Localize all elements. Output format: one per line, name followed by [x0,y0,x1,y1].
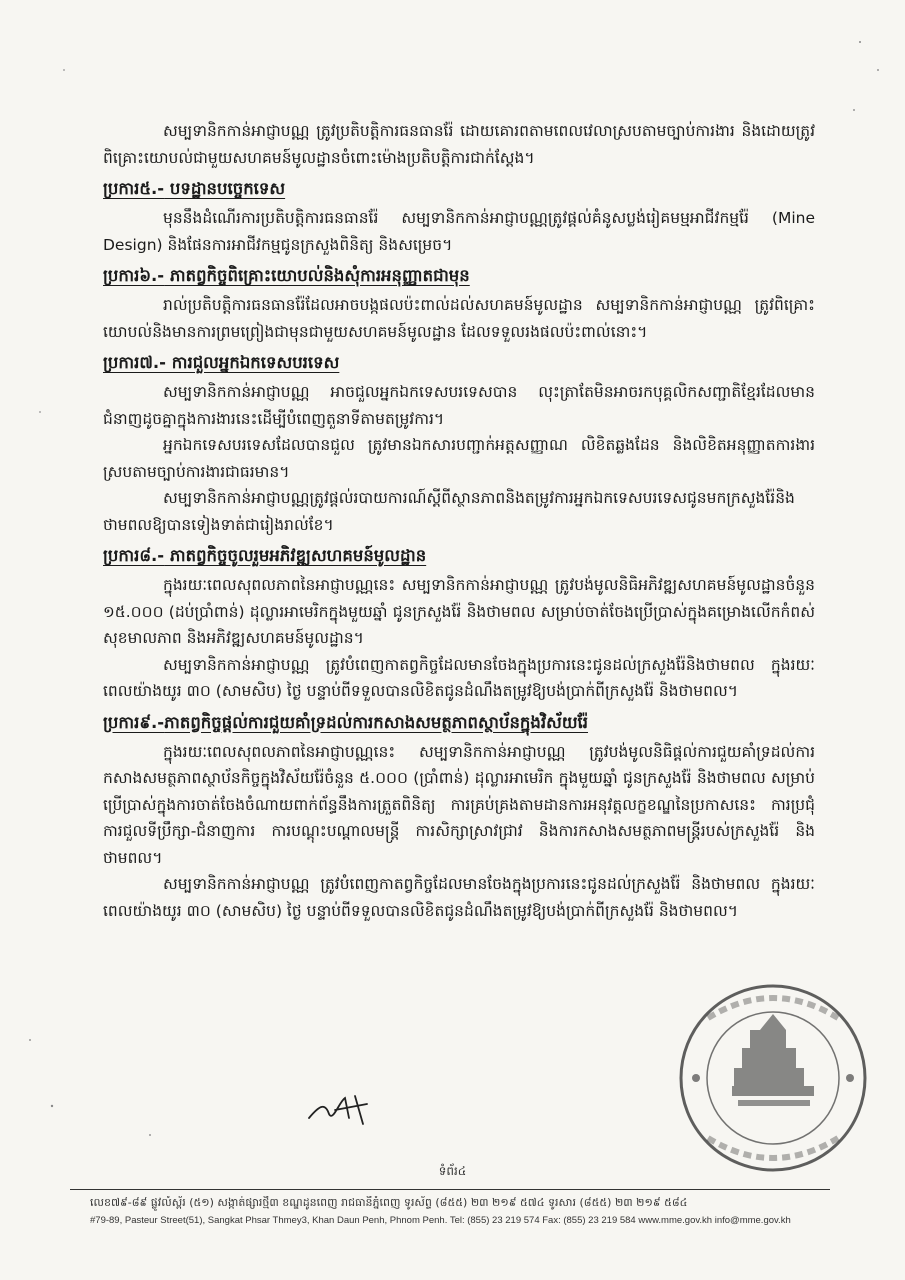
article-9-number: ប្រការ៩.- [103,712,165,732]
article-7-paragraph-1: សម្បទានិកកាន់អាជ្ញាបណ្ណ អាចជួលអ្នកឯកទេសបរទេសបាន លុះត្រាតែមិនអាចរកបុគ្គលិកសញ្ជាតិខ្មែរដែលមានជំនាញដូចគ្នាក្នុងការងារនេះដើម្បីបំពេញតួនាទីតាមតម្រូវការ។ [103,383,815,428]
footer-divider [70,1189,830,1190]
article-7-number: ប្រការ៧.- [103,353,166,372]
article-7-heading [103,349,815,377]
article-6-heading [103,262,815,290]
article-9-heading [103,709,815,737]
article-5-title: បទដ្ឋានបច្ចេកទេស [164,179,286,198]
page-number: ទំព័រ៤ [438,1164,467,1178]
article-8-paragraph-2: សម្បទានិកកាន់អាជ្ញាបណ្ណ ត្រូវបំពេញកាតព្វកិច្ចដែលមានចែងក្នុងប្រការនេះជូនដល់ក្រសួងរ៉ែនិងថាមពល ក្នុងរយៈពេលយ៉ាងយូរ ៣០ (សាមសិប) ថ្ងៃ បន្ទាប់ពីទទួលបានលិខិតជូនដំណឹងតម្រូវឱ្យបង់ប្រាក់ពីក្រសួងរ៉ែ និងថាមពល។ [103,655,815,700]
article-6-paragraph: រាល់ប្រតិបត្តិការធនធានរ៉ែដែលអាចបង្កផលប៉ះពាល់ដល់សហគមន៍មូលដ្ឋាន សម្បទានិកកាន់អាជ្ញាបណ្ណ ត្រូវពិគ្រោះយោបល់និងមានការព្រមព្រៀងជាមុនជាមួយសហគមន៍មូលដ្ឋាន ដែលទទួលរងផលប៉ះពាល់នោះ។ [103,296,815,341]
article-5-number: ប្រការ៥.- [103,179,165,198]
article-8-title: ភាតព្វកិច្ចចូលរួមអភិវឌ្ឍសហគមន៍មូលដ្ឋាន [164,546,427,565]
signature-mark [305,1088,375,1128]
article-8-number: ប្រការ៨.- [103,546,165,565]
article-8-heading [103,542,815,570]
article-7-paragraph-3: សម្បទានិកកាន់អាជ្ញាបណ្ណត្រូវផ្ដល់របាយការណ៍ស្ដីពីស្ថានភាពនិងតម្រូវការអ្នកឯកទេសបរទេសជូនមកក្រសួងរ៉ែនិងថាមពលឱ្យបានទៀងទាត់ជារៀងរាល់ខែ។ [103,489,795,534]
article-9-paragraph-1: ក្នុងរយៈពេលសុពលភាពនៃអាជ្ញាបណ្ណនេះ សម្បទានិកកាន់អាជ្ញាបណ្ណ ត្រូវបង់មូលនិធិផ្ដល់ការជួយគាំទ្រដល់ការកសាងសមត្ថភាពស្ថាប័នកិច្ចក្នុងវិស័យរ៉ែចំនួន ៥.០០០ (ប្រាំពាន់) ដុល្លារអាមេរិក ក្នុងមួយឆ្នាំ ជូនក្រសួងរ៉ែ និងថាមពល សម្រាប់ប្រើប្រាស់ក្នុងការចាត់ចែងចំណាយពាក់ព័ន្ធនឹងការត្រួតពិនិត្យ ការគ្រប់គ្រងតាមដានការអនុវត្តលក្ខខណ្ឌនៃប្រកាសនេះ ការប្រជុំ ការជួលទីប្រឹក្សា-ជំនាញការ ការបណ្ដុះបណ្ដាលមន្ត្រី ការសិក្សាស្រាវជ្រាវ និងការកសាងសមត្ថភាពមន្ត្រីរបស់ក្រសួងរ៉ែ និងថាមពល។ [103,742,815,867]
article-6-number: ប្រការ៦.- [103,266,165,285]
official-seal [668,978,878,1178]
footer-address-khmer: លេខ៧៩-៨៩ ផ្លូវលំស្ព័រ (៥១) សង្កាត់ផ្សារថ្មី៣ ខណ្ឌដូនពេញ រាជធានីភ្នំពេញ ទូរស័ព្ទ (៨៥៥) ២៣ ២១៩ ៥៧៤ ទូរសារ (៨៥៥) ២៣ ២១៩ ៥៨៤ [90,1196,688,1209]
article-8-paragraph-1: ក្នុងរយៈពេលសុពលភាពនៃអាជ្ញាបណ្ណនេះ សម្បទានិកកាន់អាជ្ញាបណ្ណ ត្រូវបង់មូលនិធិអភិវឌ្ឍសហគមន៍មូលដ្ឋានចំនួន ១៥.០០០ (ដប់ប្រាំពាន់) ដុល្លារអាមេរិកក្នុងមួយឆ្នាំ ជូនក្រសួងរ៉ែ និងថាមពល សម្រាប់ចាត់ចែងប្រើប្រាស់ក្នុងគម្រោងលើកកំពស់សុខមាលភាព និងអភិវឌ្ឍសហគមន៍មូលដ្ឋាន។ [103,576,815,647]
document-body [103,118,815,924]
footer-address-english: #79-89, Pasteur Street(51), Sangkat Phsar Thmey3, Khan Daun Penh, Phnom Penh. Tel: (855) 23 219 574 Fax: (855) 23 219 584 www.mme.gov.kh info@mme.gov.kh [90,1215,791,1226]
article-7-paragraph-2: អ្នកឯកទេសបរទេសដែលបានជួល ត្រូវមានឯកសារបញ្ជាក់អត្តសញ្ញាណ លិខិតឆ្លងដែន និងលិខិតអនុញ្ញាតការងារស្របតាមច្បាប់ការងារជាធរមាន។ [103,436,815,481]
article-5-paragraph: មុននឹងដំណើរការប្រតិបត្តិការធនធានរ៉ែ សម្បទានិកកាន់អាជ្ញាបណ្ណត្រូវផ្ដល់គំនូសប្លង់រៀគមម្មអាជីវកម្មរ៉ែ (Mine Design) និងផែនការអាជីវកម្មជូនក្រសួងពិនិត្យ និងសម្រេច។ [103,209,815,254]
article-9-paragraph-2: សម្បទានិកកាន់អាជ្ញាបណ្ណ ត្រូវបំពេញកាតព្វកិច្ចដែលមានចែងក្នុងប្រការនេះជូនដល់ក្រសួងរ៉ែ និងថាមពល ក្នុងរយៈពេលយ៉ាងយូរ ៣០ (សាមសិប) ថ្ងៃ បន្ទាប់ពីទទួលបានលិខិតជូនដំណឹងតម្រូវឱ្យបង់ប្រាក់ពីក្រសួងរ៉ែ និងថាមពល។ [103,875,815,920]
article-6-title: ភាតព្វកិច្ចពិគ្រោះយោបល់និងសុំការអនុញ្ញាតជាមុន [164,266,470,285]
article-5-heading [103,175,815,203]
paragraph-intro: សម្បទានិកកាន់អាជ្ញាបណ្ណ ត្រូវប្រតិបត្តិការធនធានរ៉ែ ដោយគោរពតាមពេលវេលាស្របតាមច្បាប់ការងារ និងដោយត្រូវពិគ្រោះយោបល់ជាមួយសហគមន៍មូលដ្ឋានចំពោះម៉ោងប្រតិបត្តិការជាក់ស្ដែង។ [103,122,815,167]
article-7-title: ការជួលអ្នកឯកទេសបរទេស [166,353,340,372]
article-9-title: ភាតព្វកិច្ចផ្ដល់ការជួយគាំទ្រដល់ការកសាងសមត្ថភាពស្ថាប័នក្នុងវិស័យរ៉ែ [164,712,589,732]
